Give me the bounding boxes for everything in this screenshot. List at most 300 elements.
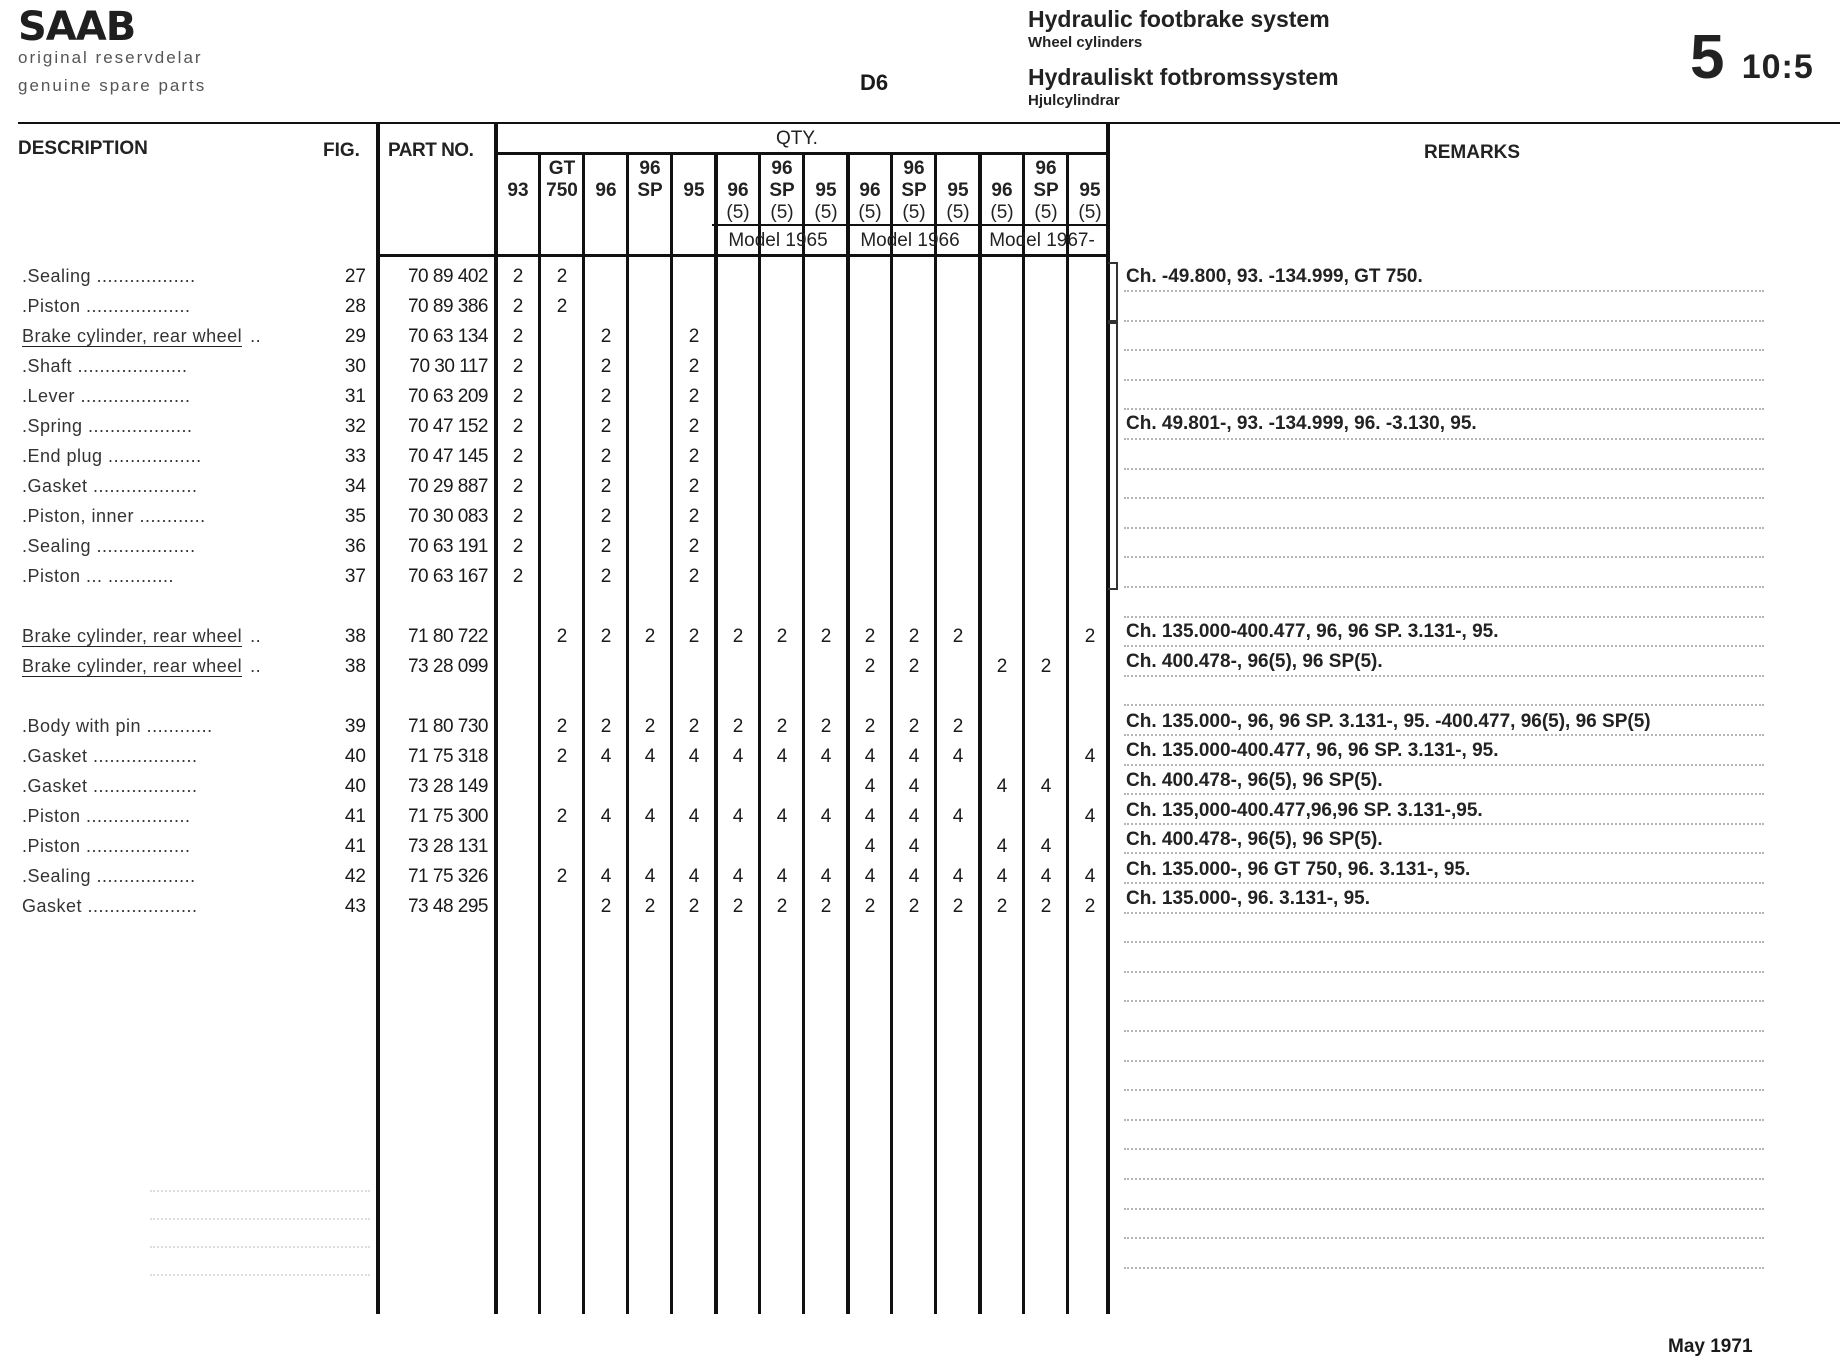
qty-col-header	[672, 158, 716, 224]
row-part-number: 71 75 300	[407, 806, 488, 827]
row-qty: 2	[864, 626, 876, 647]
row-description-leader: ..	[250, 326, 262, 346]
row-qty: 4	[732, 866, 744, 887]
remark-7: Ch. 400.478-, 96(5), 96 SP(5).	[1126, 770, 1383, 791]
row-qty: 4	[732, 806, 744, 827]
qty-col-header	[760, 158, 804, 224]
row-qty: 2	[820, 896, 832, 917]
row-qty: 2	[996, 896, 1008, 917]
row-fig: 29	[344, 326, 366, 347]
remark-line	[1124, 764, 1764, 766]
row-part-number: 70 89 386	[407, 296, 488, 317]
remark-line	[1124, 704, 1764, 706]
row-qty: 2	[732, 896, 744, 917]
row-qty: 4	[864, 836, 876, 857]
row-qty: 2	[600, 536, 612, 557]
row-description	[22, 656, 312, 677]
row-qty: 4	[908, 776, 920, 797]
qty-col-header	[848, 158, 892, 224]
qty-col-header-line: (5)	[770, 202, 794, 223]
row-part-number: 70 29 887	[407, 476, 488, 497]
qty-col-header	[496, 158, 540, 224]
row-qty: 4	[908, 806, 920, 827]
remark-5: Ch. 135.000-, 96, 96 SP. 3.131-, 95. -400.477, 96(5), 96 SP(5)	[1126, 711, 1651, 732]
row-description-leader: ..	[250, 626, 262, 646]
remark-line	[1124, 468, 1764, 470]
qty-col-header-line: GT	[548, 158, 576, 179]
row-description	[22, 476, 312, 497]
row-fig: 31	[344, 386, 366, 407]
remark-line	[1124, 1148, 1764, 1150]
row-description	[22, 806, 312, 827]
row-qty: 2	[908, 656, 920, 677]
row-fig: 32	[344, 416, 366, 437]
row-qty: 4	[1084, 746, 1096, 767]
qty-col-header-line: 93	[507, 180, 529, 201]
remark-line	[1124, 586, 1764, 588]
row-qty: 2	[556, 866, 568, 887]
row-qty: 4	[732, 746, 744, 767]
row-description-text: .Piston ...................	[22, 296, 191, 316]
top-rule	[18, 122, 1840, 124]
row-qty: 2	[864, 896, 876, 917]
row-qty: 2	[776, 716, 788, 737]
row-qty: 2	[600, 476, 612, 497]
qty-col-header	[716, 158, 760, 224]
remark-line	[1124, 941, 1764, 943]
row-description	[22, 266, 312, 287]
qty-col-header-line	[804, 158, 848, 180]
row-qty: 2	[512, 506, 524, 527]
model-1966: Model 1966	[860, 230, 960, 251]
remark-line	[1124, 320, 1764, 322]
row-qty: 4	[1084, 866, 1096, 887]
row-part-number: 70 30 117	[409, 356, 488, 377]
row-qty: 2	[600, 326, 612, 347]
remark-line	[1124, 1030, 1764, 1032]
row-description	[22, 866, 312, 887]
qty-col-header-line: SP	[901, 180, 927, 201]
row-description-text: .Piston ...................	[22, 806, 191, 826]
row-part-number: 70 63 167	[407, 566, 488, 587]
row-qty: 4	[776, 866, 788, 887]
qty-col-header-line: 96	[771, 158, 793, 179]
qty-col-header-line: 95	[947, 180, 969, 201]
row-fig: 42	[344, 866, 366, 887]
row-qty: 4	[776, 806, 788, 827]
row-qty: 4	[600, 866, 612, 887]
row-description	[22, 356, 312, 377]
row-part-number: 73 28 149	[407, 776, 488, 797]
remark-line	[1124, 793, 1764, 795]
row-fig: 33	[344, 446, 366, 467]
row-description-text: Brake cylinder, rear wheel	[22, 656, 243, 676]
remark-line	[1124, 882, 1764, 884]
remark-line	[1124, 556, 1764, 558]
remark-2: Ch. 49.801-, 93. -134.999, 96. -3.130, 95.	[1126, 413, 1477, 434]
row-description-text: .Spring ...................	[22, 416, 193, 436]
row-qty: 4	[996, 866, 1008, 887]
row-qty: 2	[1040, 656, 1052, 677]
row-qty: 2	[776, 626, 788, 647]
row-qty: 2	[952, 626, 964, 647]
row-part-number: 71 80 722	[407, 626, 488, 647]
row-part-number: 71 75 318	[407, 746, 488, 767]
title-en: Hydraulic footbrake system	[1028, 6, 1330, 32]
remark-10: Ch. 135.000-, 96 GT 750, 96. 3.131-, 95.	[1126, 859, 1471, 880]
qty-col-header	[540, 158, 584, 224]
remark-line	[1124, 912, 1764, 914]
qty-col-header-line	[716, 158, 760, 180]
description-header: DESCRIPTION	[18, 138, 148, 159]
footer-date: May 1971	[1668, 1336, 1753, 1357]
row-fig: 27	[344, 266, 366, 287]
row-qty: 4	[644, 746, 656, 767]
row-fig: 35	[344, 506, 366, 527]
qty-col-header-line: (5)	[814, 202, 838, 223]
qty-col-header-line	[540, 202, 584, 224]
brand-line-2: genuine spare parts	[18, 76, 207, 95]
qty-col-header	[628, 158, 672, 224]
remark-line	[1124, 290, 1764, 292]
blank-line	[150, 1190, 370, 1192]
qty-col-header-line: SP	[769, 180, 795, 201]
title-sv: Hydrauliskt fotbromssystem	[1028, 64, 1339, 90]
row-qty: 2	[512, 416, 524, 437]
row-description-text: .Gasket ...................	[22, 476, 198, 496]
row-qty: 2	[732, 716, 744, 737]
row-qty: 2	[512, 266, 524, 287]
qty-col-header-line: (5)	[1078, 202, 1102, 223]
row-qty: 2	[1084, 896, 1096, 917]
qty-col-header-line: (5)	[1034, 202, 1058, 223]
row-fig: 40	[344, 776, 366, 797]
row-qty: 2	[556, 806, 568, 827]
row-qty: 2	[644, 716, 656, 737]
row-qty: 4	[952, 806, 964, 827]
qty-col-header	[980, 158, 1024, 224]
page-number: 5 10:5	[1690, 23, 1814, 92]
row-qty: 4	[1084, 806, 1096, 827]
row-qty: 2	[820, 716, 832, 737]
qty-col-header-line	[672, 202, 716, 224]
row-fig: 43	[344, 896, 366, 917]
row-qty: 4	[688, 866, 700, 887]
row-qty: 2	[600, 506, 612, 527]
row-description-text: Brake cylinder, rear wheel	[22, 626, 243, 646]
qty-col-header-line: SP	[637, 180, 663, 201]
row-description	[22, 386, 312, 407]
row-qty: 2	[688, 716, 700, 737]
row-qty: 2	[600, 896, 612, 917]
model-1965: Model 1965	[728, 230, 828, 251]
row-qty: 2	[688, 386, 700, 407]
row-description-text: Brake cylinder, rear wheel	[22, 326, 243, 346]
row-qty: 4	[688, 806, 700, 827]
subtitle-en: Wheel cylinders	[1028, 34, 1143, 51]
row-qty: 2	[512, 386, 524, 407]
row-qty: 4	[820, 806, 832, 827]
row-fig: 38	[344, 626, 366, 647]
row-qty: 2	[864, 656, 876, 677]
row-part-number: 73 48 295	[407, 896, 488, 917]
remark-line	[1124, 349, 1764, 351]
row-qty: 4	[688, 746, 700, 767]
remark-line	[1124, 734, 1764, 736]
row-qty: 2	[688, 896, 700, 917]
row-description-text: .Gasket ...................	[22, 746, 198, 766]
row-part-number: 73 28 131	[407, 836, 488, 857]
row-fig: 38	[344, 656, 366, 677]
row-part-number: 70 30 083	[407, 506, 488, 527]
row-qty: 2	[732, 626, 744, 647]
row-qty: 2	[1040, 896, 1052, 917]
remark-line	[1124, 823, 1764, 825]
row-description-text: .End plug .................	[22, 446, 202, 466]
qty-col-header	[1068, 158, 1112, 224]
qty-col-header-line: (5)	[946, 202, 970, 223]
row-fig: 39	[344, 716, 366, 737]
row-qty: 2	[512, 446, 524, 467]
row-qty: 4	[820, 866, 832, 887]
row-part-number: 70 63 191	[407, 536, 488, 557]
remarks-header: REMARKS	[1424, 142, 1521, 163]
model-rule	[712, 224, 1108, 226]
remark-line	[1124, 497, 1764, 499]
row-qty: 4	[952, 746, 964, 767]
blank-line	[150, 1246, 370, 1248]
row-fig: 41	[344, 836, 366, 857]
row-qty: 2	[600, 446, 612, 467]
remark-line	[1124, 1060, 1764, 1062]
row-qty: 2	[952, 896, 964, 917]
qty-col-header	[1024, 158, 1068, 224]
qty-col-header-line	[980, 158, 1024, 180]
row-qty: 4	[864, 806, 876, 827]
blank-line	[150, 1218, 370, 1220]
row-description	[22, 836, 312, 857]
row-description-text: .Piston ... ............	[22, 566, 175, 586]
row-description	[22, 446, 312, 467]
row-description-text: .Gasket ...................	[22, 776, 198, 796]
row-qty: 4	[908, 746, 920, 767]
row-description	[22, 326, 312, 347]
remark-4: Ch. 400.478-, 96(5), 96 SP(5).	[1126, 651, 1383, 672]
row-qty: 2	[556, 746, 568, 767]
row-description	[22, 626, 312, 647]
remark-line	[1124, 616, 1764, 618]
row-qty: 2	[512, 536, 524, 557]
row-fig: 30	[344, 356, 366, 377]
row-qty: 4	[644, 866, 656, 887]
row-description	[22, 296, 312, 317]
qty-col-header-line: 96	[991, 180, 1013, 201]
row-description-text: .Sealing ..................	[22, 266, 196, 286]
row-qty: 2	[688, 326, 700, 347]
row-qty: 2	[908, 626, 920, 647]
row-qty: 2	[688, 416, 700, 437]
row-qty: 4	[908, 836, 920, 857]
row-qty: 4	[1040, 776, 1052, 797]
qty-col-header-line: 96	[859, 180, 881, 201]
saab-logo: SAAB	[18, 4, 136, 50]
qty-column-rule	[1066, 152, 1069, 1314]
remark-line	[1124, 1237, 1764, 1239]
row-part-number: 70 63 134	[407, 326, 488, 347]
row-qty: 2	[908, 896, 920, 917]
row-description-text: .Piston, inner ............	[22, 506, 206, 526]
row-qty: 2	[512, 356, 524, 377]
row-part-number: 71 80 730	[407, 716, 488, 737]
remark-line	[1124, 1208, 1764, 1210]
remark-line	[1124, 408, 1764, 410]
qty-col-header-line: 96	[1035, 158, 1057, 179]
row-qty: 2	[600, 356, 612, 377]
section-code: D6	[860, 70, 889, 95]
row-part-number: 71 75 326	[407, 866, 488, 887]
row-description-text: .Shaft ....................	[22, 356, 188, 376]
row-description	[22, 536, 312, 557]
row-qty: 2	[644, 626, 656, 647]
row-description	[22, 896, 312, 917]
row-qty: 2	[864, 716, 876, 737]
row-qty: 2	[1084, 626, 1096, 647]
row-qty: 2	[512, 476, 524, 497]
qty-col-header-line: 96	[727, 180, 749, 201]
remark-bracket-2	[1108, 322, 1118, 590]
remark-line	[1124, 527, 1764, 529]
remark-line	[1124, 1089, 1764, 1091]
row-fig: 37	[344, 566, 366, 587]
row-qty: 4	[864, 866, 876, 887]
remark-line	[1124, 1000, 1764, 1002]
qty-col-header-line: 95	[815, 180, 837, 201]
remark-line	[1124, 379, 1764, 381]
remark-bracket-1	[1108, 262, 1118, 322]
row-qty: 2	[600, 626, 612, 647]
row-qty: 4	[1040, 836, 1052, 857]
row-qty: 2	[908, 716, 920, 737]
row-qty: 2	[556, 266, 568, 287]
row-qty: 4	[952, 866, 964, 887]
fig-header: FIG.	[323, 140, 360, 161]
qty-col-header-line	[672, 158, 716, 180]
remark-line	[1124, 971, 1764, 973]
row-fig: 36	[344, 536, 366, 557]
row-part-number: 70 89 402	[407, 266, 488, 287]
row-qty: 2	[600, 716, 612, 737]
remark-line	[1124, 852, 1764, 854]
row-part-number: 70 47 145	[407, 446, 488, 467]
brand-line-1: original reservdelar	[18, 48, 203, 67]
remark-9: Ch. 400.478-, 96(5), 96 SP(5).	[1126, 829, 1383, 850]
model-1967: Model 1967-	[989, 230, 1095, 251]
row-description	[22, 716, 312, 737]
row-description-text: .Sealing ..................	[22, 536, 196, 556]
qty-col-header-line: SP	[1033, 180, 1059, 201]
qty-col-header-line	[848, 158, 892, 180]
qty-col-header-line: 96	[903, 158, 925, 179]
qty-header: QTY.	[776, 128, 818, 149]
qty-col-header	[584, 158, 628, 224]
row-qty: 2	[996, 656, 1008, 677]
qty-col-header-line: 96	[595, 180, 617, 201]
row-qty: 4	[996, 836, 1008, 857]
row-qty: 2	[688, 566, 700, 587]
row-fig: 41	[344, 806, 366, 827]
row-qty: 2	[600, 566, 612, 587]
row-qty: 2	[556, 296, 568, 317]
qty-col-header	[936, 158, 980, 224]
row-description-text: .Sealing ..................	[22, 866, 196, 886]
row-qty: 4	[776, 746, 788, 767]
row-part-number: 70 47 152	[407, 416, 488, 437]
row-qty: 2	[556, 626, 568, 647]
qty-col-header-line	[628, 202, 672, 224]
row-qty: 2	[688, 536, 700, 557]
row-qty: 4	[864, 776, 876, 797]
row-qty: 2	[688, 356, 700, 377]
qty-col-header-line: (5)	[990, 202, 1014, 223]
subtitle-sv: Hjulcylindrar	[1028, 92, 1120, 109]
row-qty: 2	[688, 506, 700, 527]
row-qty: 2	[776, 896, 788, 917]
row-part-number: 73 28 099	[407, 656, 488, 677]
row-qty: 4	[864, 746, 876, 767]
qty-col-header-line: (5)	[902, 202, 926, 223]
remark-6: Ch. 135.000-400.477, 96, 96 SP. 3.131-, 95.	[1126, 740, 1499, 761]
remark-line	[1124, 1267, 1764, 1269]
row-qty: 2	[820, 626, 832, 647]
row-qty: 4	[644, 806, 656, 827]
row-part-number: 70 63 209	[407, 386, 488, 407]
row-description	[22, 746, 312, 767]
qty-col-header	[804, 158, 848, 224]
qty-col-header-line	[496, 158, 540, 180]
qty-col-header	[892, 158, 936, 224]
remark-line	[1124, 1178, 1764, 1180]
row-description-text: Gasket ....................	[22, 896, 198, 916]
row-description-text: .Body with pin ............	[22, 716, 213, 736]
row-fig: 40	[344, 746, 366, 767]
remark-line	[1124, 675, 1764, 677]
row-qty: 2	[688, 626, 700, 647]
qty-col-header-line: (5)	[858, 202, 882, 223]
row-qty: 2	[644, 896, 656, 917]
remark-line	[1124, 1119, 1764, 1121]
qty-column-rule	[1022, 152, 1025, 1314]
row-qty: 2	[556, 716, 568, 737]
partno-header: PART NO.	[388, 140, 474, 161]
remark-1: Ch. -49.800, 93. -134.999, GT 750.	[1126, 266, 1423, 287]
row-qty: 2	[600, 416, 612, 437]
row-qty: 2	[512, 326, 524, 347]
row-qty: 2	[688, 446, 700, 467]
qty-col-header-line: 95	[1079, 180, 1101, 201]
qty-col-header-line	[1068, 158, 1112, 180]
qty-col-header-line	[936, 158, 980, 180]
qty-col-header-line	[496, 202, 540, 224]
page-sub-number: 10:5	[1741, 48, 1814, 86]
row-qty: 2	[952, 716, 964, 737]
remark-8: Ch. 135,000-400.477,96,96 SP. 3.131-,95.	[1126, 800, 1483, 821]
row-qty: 4	[600, 746, 612, 767]
qty-col-header-line	[584, 202, 628, 224]
qty-col-header-line	[584, 158, 628, 180]
row-qty: 4	[820, 746, 832, 767]
qty-col-header-line: 96	[639, 158, 661, 179]
row-qty: 4	[600, 806, 612, 827]
